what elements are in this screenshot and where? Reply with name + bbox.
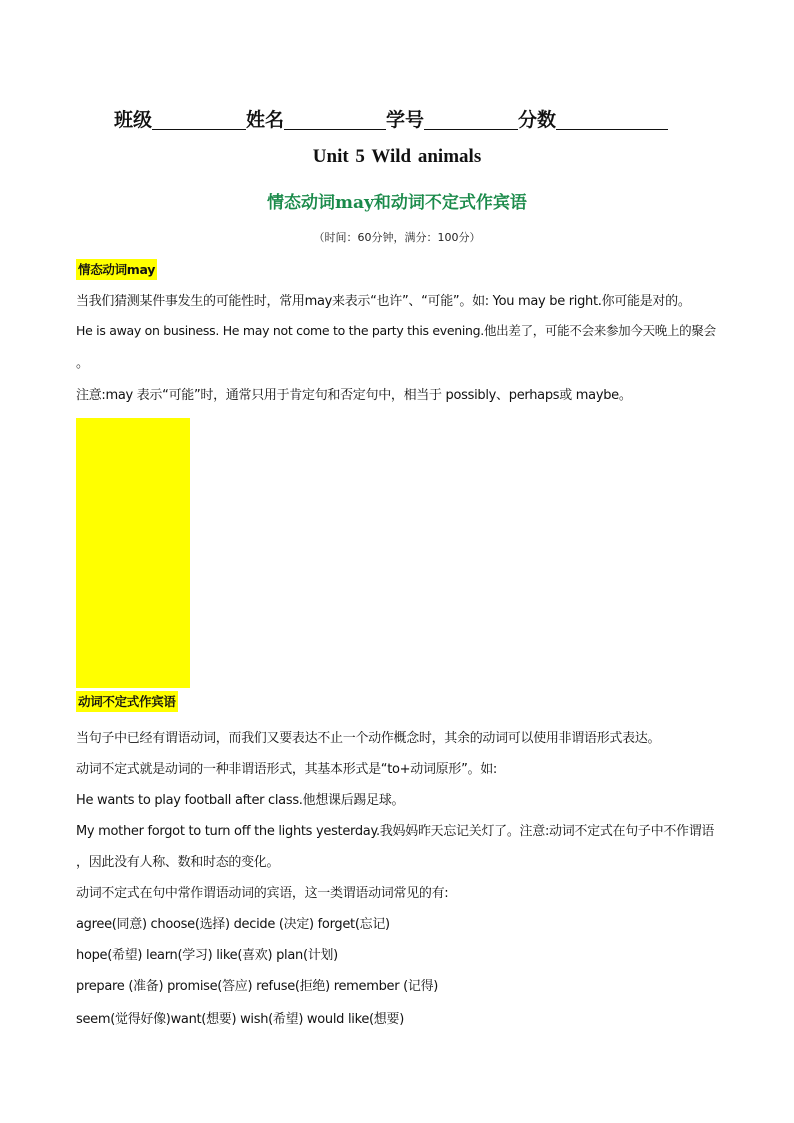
section2-line-4: My mother forgot to turn off the lights yesterday.我妈妈昨天忘记关灯了。注意:动词不定式在句子中不作谓语 bbox=[76, 824, 715, 839]
verb-list-line-2: hope(希望) learn(学习) like(喜欢) plan(计划) bbox=[76, 948, 338, 963]
section2-line-6: 动词不定式在句中常作谓语动词的宾语，这一类谓语动词常见的有: bbox=[76, 886, 449, 901]
section1-line-4: 注意:may 表示“可能”时，通常只用于肯定句和否定句中，相当于 possibly、perhaps或 maybe。 bbox=[76, 388, 632, 403]
section2-line-1: 当句子中已经有谓语动词，而我们又要表达不止一个动作概念时，其余的动词可以使用非谓语形式表达。 bbox=[76, 731, 661, 746]
section2-line-5: ，因此没有人称、数和时态的变化。 bbox=[76, 855, 280, 870]
class-blank bbox=[152, 109, 246, 130]
section1-line-2: He is away on business. He may not come to the party this evening.他出差了，可能不会来参加今天晚上的聚会 bbox=[76, 323, 716, 338]
class-label: 班级 bbox=[114, 109, 153, 131]
section-heading-modal-may: 情态动词may bbox=[76, 259, 157, 280]
highlight-block bbox=[76, 418, 190, 688]
verb-list-line-4: seem(觉得好像)want(想要) wish(希望) would like(想要) bbox=[76, 1012, 404, 1027]
time-info: （时间：60分钟，满分：100分） bbox=[313, 231, 481, 244]
student-info-header bbox=[114, 104, 674, 132]
name-blank bbox=[284, 109, 386, 130]
name-label: 姓名 bbox=[246, 109, 285, 131]
section-heading-infinitive: 动词不定式作宾语 bbox=[76, 691, 178, 712]
section2-line-3: He wants to play football after class.他想课后踢足球。 bbox=[76, 793, 405, 808]
student-id-label: 学号 bbox=[386, 109, 425, 131]
section2-line-2: 动词不定式就是动词的一种非谓语形式，其基本形式是“to+动词原形”。如: bbox=[76, 762, 497, 777]
section1-line-1: 当我们猜测某件事发生的可能性时，常用may来表示“也许”、“可能”。如: You may be right.你可能是对的。 bbox=[76, 294, 691, 309]
score-blank bbox=[556, 109, 668, 130]
page-subtitle: 情态动词may和动词不定式作宾语 bbox=[267, 193, 527, 213]
verb-list-line-3: prepare (准备) promise(答应) refuse(拒绝) remember (记得) bbox=[76, 979, 439, 994]
section1-line-3: 。 bbox=[76, 356, 89, 371]
score-label: 分数 bbox=[518, 109, 557, 131]
page-title: Unit 5 Wild animals bbox=[312, 146, 482, 167]
student-id-blank bbox=[424, 109, 518, 130]
verb-list-line-1: agree(同意) choose(选择) decide (决定) forget(忘记) bbox=[76, 917, 390, 932]
